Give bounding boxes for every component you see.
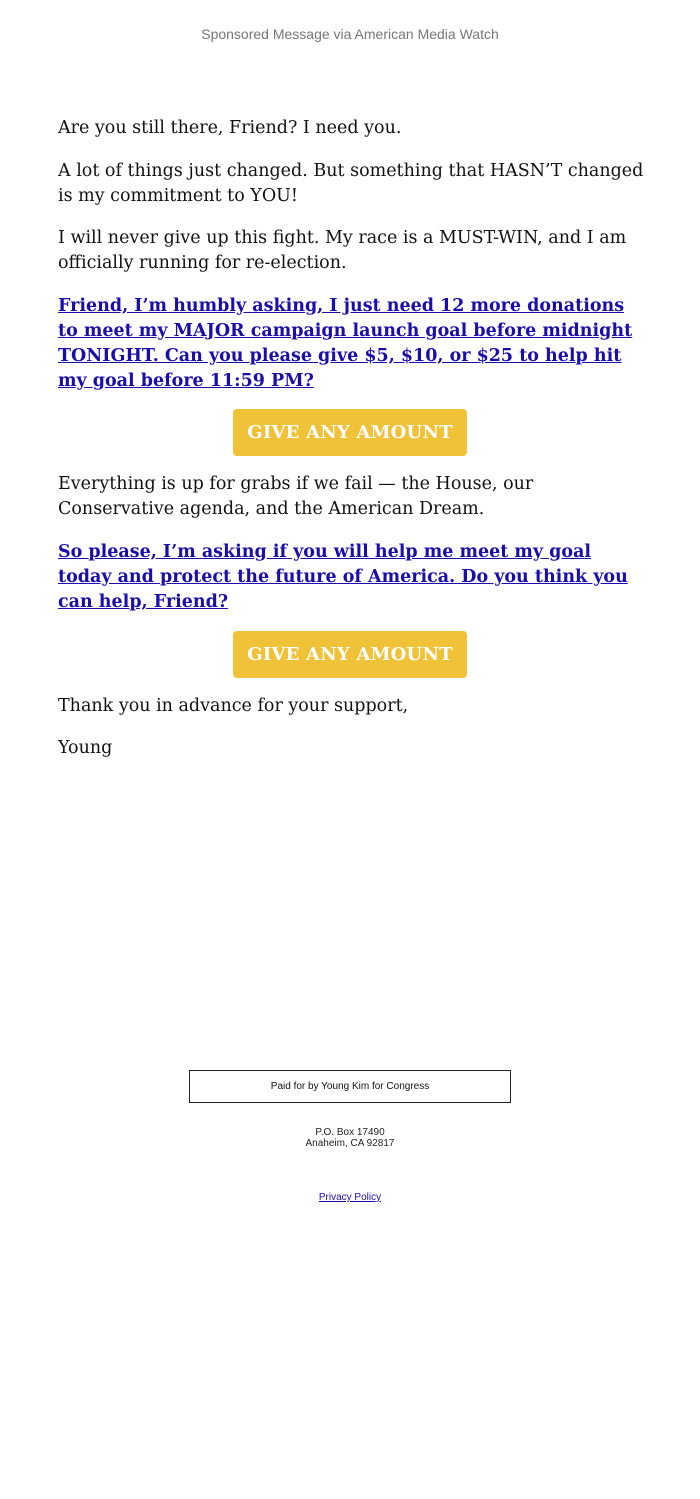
give-any-amount-button-2[interactable]: GIVE ANY AMOUNT [233,631,467,678]
paragraph-greeting: Are you still there, Friend? I need you. [58,118,402,138]
privacy-container [0,1192,700,1203]
give-any-amount-button[interactable]: GIVE ANY AMOUNT [233,409,467,456]
paragraph-thanks: Thank you in advance for your support, [58,696,409,716]
paid-for-text: Paid for by Young Kim for Congress [270,1081,430,1092]
donation-ask-link[interactable]: Friend, I’m humbly asking, I just need 12 more donations to meet my MAJOR campaign launch goal before midnight TONIGHT. Can you please give $5, $10, or $25 to help hit my goal before 11:59 PM? [58,296,633,391]
mailing-address [0,1127,700,1149]
privacy-policy-link[interactable]: Privacy Policy [318,1192,382,1203]
signature: Young [58,738,113,758]
sponsor-line: Sponsored Message via American Media Watch [201,26,499,42]
paragraph-stakes: Everything is up for grabs if we fail — the House, our Conservative agenda, and the American Dream. [58,474,534,519]
address-line-2: Anaheim, CA 92817 [305,1138,395,1149]
address-line-1: P.O. Box 17490 [315,1127,385,1138]
help-ask-link[interactable]: So please, I’m asking if you will help me meet my goal today and protect the future of America. Do you think you can help, Friend? [58,542,628,612]
paid-for-disclaimer [189,1070,511,1103]
paragraph-reelection: I will never give up this fight. My race is a MUST-WIN, and I am officially running for re-election. [58,228,627,273]
paragraph-commitment: A lot of things just changed. But something that HASN’T changed is my commitment to YOU! [58,161,644,206]
